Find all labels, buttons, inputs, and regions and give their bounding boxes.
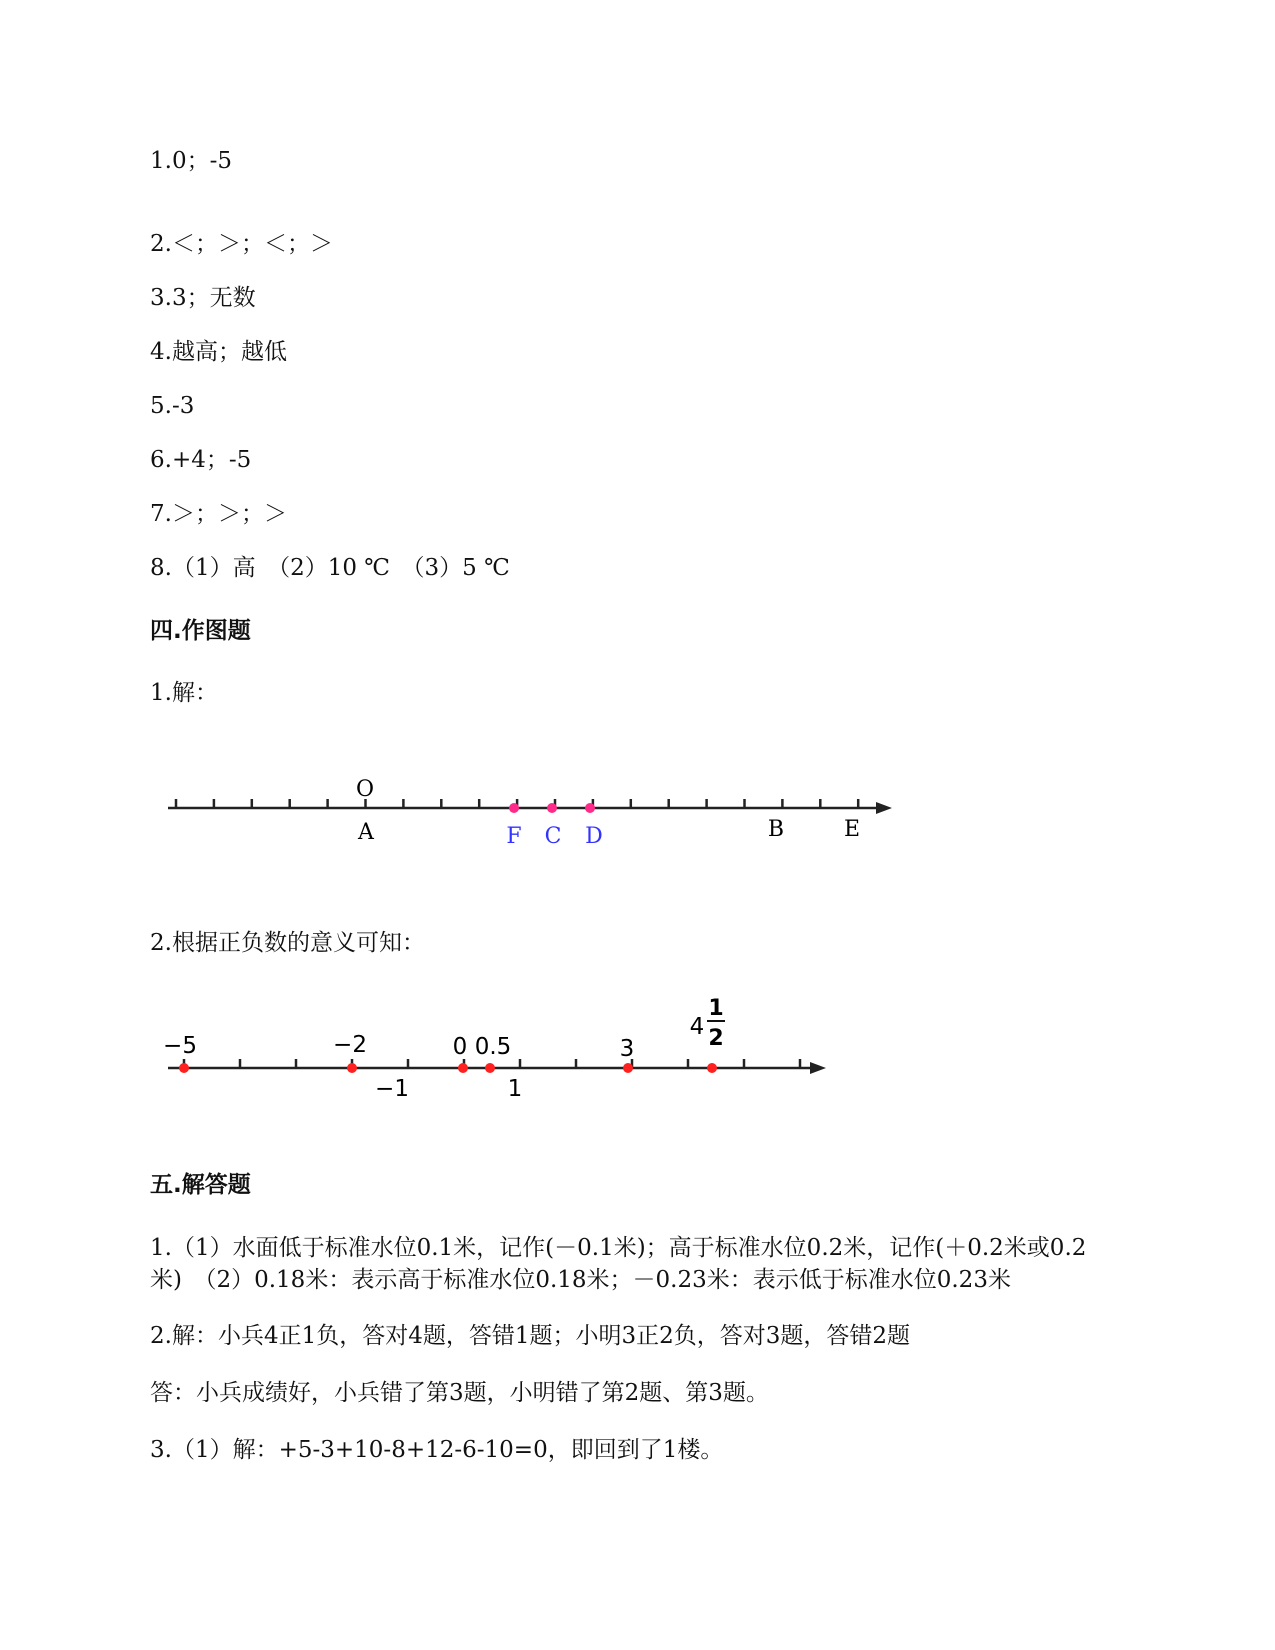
section-4-title: 四.作图题 [150, 618, 251, 644]
number-line-2-axis [168, 1059, 826, 1074]
section-4-q2-label: 2.根据正负数的意义可知： [150, 930, 425, 956]
point-d-dot [585, 803, 595, 813]
point-zero-dot [458, 1063, 468, 1073]
answer-4: 4.越高；越低 [150, 339, 287, 365]
section-4-q1-label: 1.解： [150, 680, 218, 706]
answer-6: 6.+4；-5 [150, 447, 252, 473]
section-5-q3: 3.（1）解：+5-3+10-8+12-6-10=0，即回到了1楼。 [150, 1437, 724, 1463]
label-one: 1 [507, 1076, 523, 1102]
section-5-q2-answer: 答：小兵成绩好，小兵错了第3题，小明错了第2题、第3题。 [150, 1380, 769, 1406]
label-e: E [843, 817, 861, 842]
point-half-dot [485, 1063, 495, 1073]
point-four-half-dot [707, 1063, 717, 1073]
section-5-q2: 2.解：小兵4正1负，答对4题，答错1题；小明3正2负，答对3题，答错2题 [150, 1323, 911, 1349]
axis-ticks [184, 1059, 800, 1068]
label-minus5: −5 [163, 1033, 197, 1059]
answer-5: 5.-3 [150, 393, 195, 419]
point-minus5-dot [179, 1063, 189, 1073]
point-three-dot [623, 1063, 633, 1073]
label-c: C [544, 824, 562, 849]
axis-arrow [876, 802, 892, 814]
label-three: 3 [619, 1036, 635, 1062]
mixed-number-whole: 4 [689, 1014, 705, 1040]
label-d: D [585, 824, 603, 849]
answer-2: 2.＜；＞；＜；＞ [150, 231, 333, 257]
label-b: B [767, 817, 785, 842]
answer-7: 7.＞；＞；＞ [150, 501, 287, 527]
answer-3: 3.3；无数 [150, 285, 256, 311]
point-f-dot [509, 803, 519, 813]
number-line-2-points [179, 1063, 717, 1073]
section-5-q1: 1.（1）水面低于标准水位0.1米，记作(－0.1米)；高于标准水位0.2米，记作(＋0.2米或0.2米) （2）0.18米：表示高于标准水位0.18米；－0.23米：表示低于标准水位0.23米 [150, 1235, 1087, 1293]
label-half: 0.5 [474, 1034, 512, 1060]
axis-ticks [176, 799, 858, 808]
label-minus1: −1 [375, 1076, 409, 1102]
answer-8: 8.（1）高 （2）10 ℃ （3）5 ℃ [150, 555, 510, 581]
number-line-1-points [509, 803, 595, 813]
point-minus2-dot [347, 1063, 357, 1073]
point-c-dot [547, 803, 557, 813]
fraction-denominator: 2 [708, 1026, 724, 1051]
label-minus2: −2 [333, 1032, 367, 1058]
label-zero: 0 [452, 1034, 468, 1060]
label-four-and-half [690, 996, 725, 1051]
answer-1: 1.0；-5 [150, 148, 232, 174]
number-line-1-axis [168, 799, 892, 814]
axis-arrow [810, 1062, 826, 1074]
label-f: F [506, 824, 522, 849]
fraction-numerator: 1 [708, 996, 724, 1021]
label-o: O [355, 777, 375, 802]
section-5-title: 五.解答题 [150, 1172, 251, 1198]
label-a: A [358, 820, 374, 845]
